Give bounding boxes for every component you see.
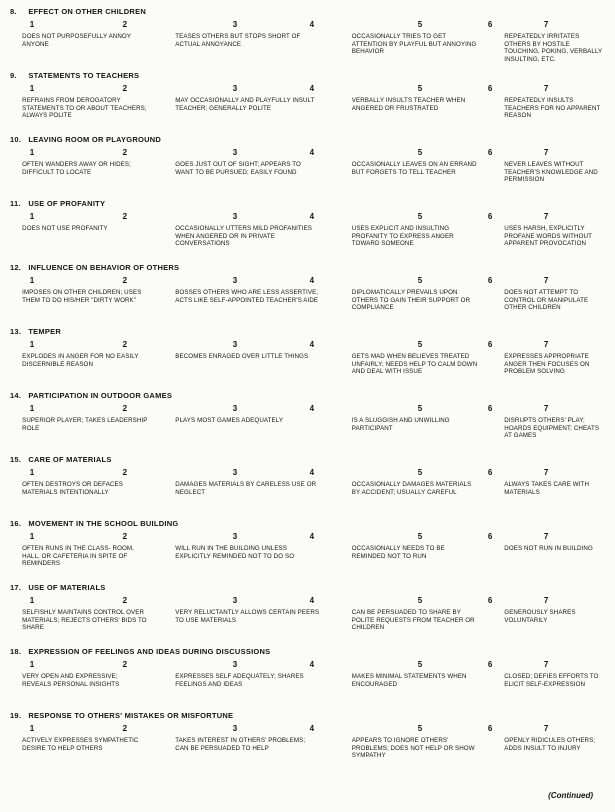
anchor-description: BECOMES ENRAGED OVER LITTLE THINGS bbox=[175, 353, 309, 360]
scale-number: 4 bbox=[309, 404, 315, 413]
anchor-description: GOES JUST OUT OF SIGHT; APPEARS TO WANT TO BE PURSUED; EASILY FOUND bbox=[175, 161, 301, 176]
anchor-description: MAY OCCASIONALLY AND PLAYFULLY INSULT TEACHER; GENERALLY POLITE bbox=[175, 97, 315, 112]
item-title: INFLUENCE ON BEHAVIOR OF OTHERS bbox=[26, 263, 180, 272]
scale-number: 2 bbox=[122, 660, 128, 669]
scale-number-row bbox=[0, 532, 615, 544]
scale-number-row bbox=[0, 724, 615, 736]
scale-number: 2 bbox=[122, 596, 128, 605]
scale-number: 5 bbox=[417, 468, 423, 477]
anchor-description: NEVER LEAVES WITHOUT TEACHER'S KNOWLEDGE AND PERMISSION bbox=[504, 161, 598, 184]
anchor-description: EXPRESSES SELF ADEQUATELY; SHARES FEELINGS AND IDEAS bbox=[175, 673, 304, 688]
scale-number: 1 bbox=[29, 276, 35, 285]
item-number: 13. bbox=[10, 327, 22, 336]
scale-number: 1 bbox=[29, 724, 35, 733]
scale-number: 1 bbox=[29, 148, 35, 157]
anchor-description-row bbox=[0, 160, 615, 192]
anchor-description: DOES NOT RUN IN BUILDING bbox=[504, 545, 593, 552]
scale-number: 7 bbox=[543, 468, 549, 477]
scale-number: 4 bbox=[309, 724, 315, 733]
scale-number: 5 bbox=[417, 596, 423, 605]
item-number: 19. bbox=[10, 711, 22, 720]
scale-number: 5 bbox=[417, 340, 423, 349]
scale-number: 7 bbox=[543, 660, 549, 669]
rating-item bbox=[0, 519, 615, 576]
scale-number-row bbox=[0, 468, 615, 480]
anchor-description: TAKES INTEREST IN OTHERS' PROBLEMS; CAN BE PERSUADED TO HELP bbox=[175, 737, 306, 752]
scale-number: 7 bbox=[543, 20, 549, 29]
item-number: 18. bbox=[10, 647, 22, 656]
scale-number: 1 bbox=[29, 212, 35, 221]
scale-number: 1 bbox=[29, 404, 35, 413]
scale-number-row bbox=[0, 276, 615, 288]
item-number: 8. bbox=[10, 7, 17, 16]
scale-number-row bbox=[0, 84, 615, 96]
item-number: 11. bbox=[10, 199, 21, 208]
scale-number: 4 bbox=[309, 212, 315, 221]
scale-number: 5 bbox=[417, 212, 423, 221]
scale-number: 5 bbox=[417, 724, 423, 733]
scale-number: 2 bbox=[122, 148, 128, 157]
scale-number: 3 bbox=[232, 212, 238, 221]
anchor-description: SELFISHLY MAINTAINS CONTROL OVER MATERIALS; REJECTS OTHERS' BIDS TO SHARE bbox=[22, 609, 147, 632]
anchor-description: IS A SLUGGISH AND UNWILLING PARTICIPANT bbox=[351, 417, 450, 432]
item-title: CARE OF MATERIALS bbox=[26, 455, 112, 464]
item-title: LEAVING ROOM OR PLAYGROUND bbox=[26, 135, 162, 144]
anchor-description-row bbox=[0, 672, 615, 704]
scale-number: 7 bbox=[543, 340, 549, 349]
scale-number: 3 bbox=[232, 404, 238, 413]
anchor-description: IMPOSES ON OTHER CHILDREN; USES THEM TO DO HIS/HER "DIRTY WORK" bbox=[22, 289, 142, 304]
scale-number: 7 bbox=[543, 724, 549, 733]
item-header bbox=[0, 519, 615, 528]
anchor-description: APPEARS TO IGNORE OTHERS' PROBLEMS; DOES NOT HELP OR SHOW SYMPATHY bbox=[351, 737, 475, 760]
scale-number: 6 bbox=[487, 148, 493, 157]
anchor-description-row bbox=[0, 288, 615, 320]
anchor-description: OFTEN DESTROYS OR DEFACES MATERIALS INTENTIONALLY bbox=[22, 481, 123, 496]
scale-number-row bbox=[0, 660, 615, 672]
scale-number: 3 bbox=[232, 724, 238, 733]
anchor-description-row bbox=[0, 736, 615, 768]
anchor-description: SUPERIOR PLAYER; TAKES LEADERSHIP ROLE bbox=[22, 417, 148, 432]
item-number: 17. bbox=[10, 583, 22, 592]
scale-number: 7 bbox=[543, 212, 549, 221]
scale-number: 6 bbox=[487, 660, 493, 669]
scale-number: 6 bbox=[487, 340, 493, 349]
item-title: USE OF PROFANITY bbox=[26, 199, 106, 208]
anchor-description: EXPRESSES APPROPRIATE ANGER THEN FOCUSES ON PROBLEM SOLVING bbox=[504, 353, 590, 376]
scale-number: 1 bbox=[29, 596, 35, 605]
scale-number: 3 bbox=[232, 660, 238, 669]
item-header bbox=[0, 71, 615, 80]
anchor-description: OCCASIONALLY TRIES TO GET ATTENTION BY PLAYFUL BUT ANNOYING BEHAVIOR bbox=[351, 33, 477, 56]
item-title: MOVEMENT IN THE SCHOOL BUILDING bbox=[26, 519, 179, 528]
anchor-description: BOSSES OTHERS WHO ARE LESS ASSERTIVE; ACTS LIKE SELF-APPOINTED TEACHER'S AIDE bbox=[175, 289, 319, 304]
anchor-description: USES HARSH, EXPLICITLY PROFANE WORDS WITHOUT APPARENT PROVOCATION bbox=[504, 225, 592, 248]
anchor-description: OCCASIONALLY LEAVES ON AN ERRAND BUT FORGETS TO TELL TEACHER bbox=[351, 161, 477, 176]
anchor-description-row bbox=[0, 352, 615, 384]
scale-number: 4 bbox=[309, 340, 315, 349]
scale-number: 3 bbox=[232, 148, 238, 157]
anchor-description: GENEROUSLY SHARES VOLUNTARILY bbox=[504, 609, 576, 624]
anchor-description: OPENLY RIDICULES OTHERS; ADDS INSULT TO INJURY bbox=[504, 737, 596, 752]
item-number: 9. bbox=[10, 71, 17, 80]
scale-number: 7 bbox=[543, 276, 549, 285]
scale-number: 6 bbox=[487, 84, 493, 93]
item-header bbox=[0, 135, 615, 144]
anchor-description: EXPLODES IN ANGER FOR NO EASILY DISCERNIBLE REASON bbox=[22, 353, 139, 368]
anchor-description: DISRUPTS OTHERS' PLAY; HOARDS EQUIPMENT; CHEATS AT GAMES bbox=[504, 417, 600, 440]
scale-number: 2 bbox=[122, 724, 128, 733]
scale-number: 6 bbox=[487, 404, 493, 413]
scale-number: 3 bbox=[232, 532, 238, 541]
anchor-description: ALWAYS TAKES CARE WITH MATERIALS bbox=[504, 481, 590, 496]
anchor-description: OFTEN RUNS IN THE CLASS- ROOM, HALL, OR CAFETERIA IN SPITE OF REMINDERS bbox=[22, 545, 134, 568]
anchor-description-row bbox=[0, 480, 615, 512]
item-header bbox=[0, 455, 615, 464]
scale-number: 2 bbox=[122, 212, 128, 221]
item-title: TEMPER bbox=[26, 327, 62, 336]
scale-number: 2 bbox=[122, 404, 128, 413]
rating-item bbox=[0, 455, 615, 512]
scale-number: 2 bbox=[122, 20, 128, 29]
anchor-description-row bbox=[0, 608, 615, 640]
scale-number: 1 bbox=[29, 84, 35, 93]
scale-number-row bbox=[0, 148, 615, 160]
scale-number: 1 bbox=[29, 20, 35, 29]
item-header bbox=[0, 199, 615, 208]
anchor-description: TEASES OTHERS BUT STOPS SHORT OF ACTUAL ANNOYANCE bbox=[175, 33, 301, 48]
rating-item bbox=[0, 71, 615, 128]
scale-number: 3 bbox=[232, 468, 238, 477]
scale-number: 1 bbox=[29, 660, 35, 669]
scale-number: 3 bbox=[232, 596, 238, 605]
scale-number: 4 bbox=[309, 148, 315, 157]
continued-label: (Continued) bbox=[548, 791, 593, 800]
rating-item bbox=[0, 647, 615, 704]
scale-number: 5 bbox=[417, 276, 423, 285]
item-title: EXPRESSION OF FEELINGS AND IDEAS DURING DISCUSSIONS bbox=[26, 647, 271, 656]
rating-item bbox=[0, 327, 615, 384]
scale-number-row bbox=[0, 404, 615, 416]
rating-item bbox=[0, 583, 615, 640]
anchor-description-row bbox=[0, 544, 615, 576]
item-header bbox=[0, 263, 615, 272]
scale-number: 4 bbox=[309, 660, 315, 669]
item-number: 14. bbox=[10, 391, 22, 400]
anchor-description: DIPLOMATICALLY PREVAILS UPON OTHERS TO GAIN THEIR SUPPORT OR COMPLIANCE bbox=[351, 289, 471, 312]
item-title: RESPONSE TO OTHERS' MISTAKES OR MISFORTUNE bbox=[26, 711, 234, 720]
scale-number: 6 bbox=[487, 596, 493, 605]
anchor-description: OCCASIONALLY UTTERS MILD PROFANITIES WHEN ANGERED OR IN PRIVATE CONVERSATIONS bbox=[175, 225, 313, 248]
scale-number: 5 bbox=[417, 84, 423, 93]
scale-number: 7 bbox=[543, 404, 549, 413]
scale-number-row bbox=[0, 596, 615, 608]
rating-item bbox=[0, 7, 615, 64]
anchor-description: USES EXPLICIT AND INSULTING PROFANITY TO EXPRESS ANGER TOWARD SOMEONE bbox=[351, 225, 454, 248]
anchor-description: DOES NOT ATTEMPT TO CONTROL OR MANIPULATE OTHER CHILDREN bbox=[504, 289, 589, 312]
scale-number: 7 bbox=[543, 532, 549, 541]
anchor-description: OFTEN WANDERS AWAY OR HIDES; DIFFICULT TO LOCATE bbox=[22, 161, 131, 176]
anchor-description: OCCASIONALLY NEEDS TO BE REMINDED NOT TO RUN bbox=[351, 545, 445, 560]
scale-number-row bbox=[0, 20, 615, 32]
scale-number: 6 bbox=[487, 532, 493, 541]
rating-item bbox=[0, 263, 615, 320]
scale-number: 5 bbox=[417, 20, 423, 29]
scale-number: 3 bbox=[232, 276, 238, 285]
item-header bbox=[0, 583, 615, 592]
anchor-description: VERY RELUCTANTLY ALLOWS CERTAIN PEERS TO USE MATERIALS bbox=[175, 609, 320, 624]
scale-number: 7 bbox=[543, 148, 549, 157]
scale-number: 1 bbox=[29, 468, 35, 477]
scale-number: 7 bbox=[543, 596, 549, 605]
anchor-description: REPEATEDLY INSULTS TEACHERS FOR NO APPARENT REASON bbox=[504, 97, 601, 120]
anchor-description: VERBALLY INSULTS TEACHER WHEN ANGERED OR FRUSTRATED bbox=[351, 97, 466, 112]
anchor-description: VERY OPEN AND EXPRESSIVE; REVEALS PERSONAL INSIGHTS bbox=[22, 673, 120, 688]
scale-number: 5 bbox=[417, 404, 423, 413]
item-number: 10. bbox=[10, 135, 22, 144]
scale-number: 4 bbox=[309, 84, 315, 93]
scale-number: 3 bbox=[232, 20, 238, 29]
rating-item bbox=[0, 711, 615, 768]
anchor-description-row bbox=[0, 224, 615, 256]
scale-number: 3 bbox=[232, 340, 238, 349]
item-number: 16. bbox=[10, 519, 22, 528]
scale-number-row bbox=[0, 212, 615, 224]
anchor-description: REFRAINS FROM DEROGATORY STATEMENTS TO OR ABOUT TEACHERS; ALWAYS POLITE bbox=[22, 97, 147, 120]
anchor-description-row bbox=[0, 32, 615, 64]
scale-number: 2 bbox=[122, 340, 128, 349]
anchor-description: OCCASIONALLY DAMAGES MATERIALS BY ACCIDENT; USUALLY CAREFUL bbox=[351, 481, 472, 496]
scale-number: 3 bbox=[232, 84, 238, 93]
anchor-description: PLAYS MOST GAMES ADEQUATELY bbox=[175, 417, 284, 424]
rating-item bbox=[0, 135, 615, 192]
scale-number: 5 bbox=[417, 660, 423, 669]
scale-number: 4 bbox=[309, 532, 315, 541]
scale-number-row bbox=[0, 340, 615, 352]
scale-number: 2 bbox=[122, 468, 128, 477]
item-header bbox=[0, 327, 615, 336]
scale-number: 6 bbox=[487, 724, 493, 733]
anchor-description: MAKES MINIMAL STATEMENTS WHEN ENCOURAGED bbox=[351, 673, 467, 688]
scale-number: 4 bbox=[309, 20, 315, 29]
rating-items-list bbox=[0, 7, 615, 768]
rating-item bbox=[0, 391, 615, 448]
anchor-description: CAN BE PERSUADED TO SHARE BY POLITE REQUESTS FROM TEACHER OR CHILDREN bbox=[351, 609, 475, 632]
scale-number: 6 bbox=[487, 276, 493, 285]
anchor-description: DAMAGES MATERIALS BY CARELESS USE OR NEGLECT bbox=[175, 481, 317, 496]
anchor-description: GETS MAD WHEN BELIEVES TREATED UNFAIRLY; NEEDS HELP TO CALM DOWN AND DEAL WITH ISSUE bbox=[351, 353, 478, 376]
anchor-description: REPEATEDLY IRRITATES OTHERS BY HOSTILE TOUCHING, POKING, VERBALLY INSULTING, ETC. bbox=[504, 33, 603, 63]
item-title: USE OF MATERIALS bbox=[26, 583, 106, 592]
anchor-description: DOES NOT PURPOSEFULLY ANNOY ANYONE bbox=[22, 33, 131, 48]
scale-number: 2 bbox=[122, 84, 128, 93]
item-title: EFFECT ON OTHER CHILDREN bbox=[26, 7, 146, 16]
anchor-description: DOES NOT USE PROFANITY bbox=[22, 225, 108, 232]
item-title: STATEMENTS TO TEACHERS bbox=[26, 71, 140, 80]
scale-number: 5 bbox=[417, 148, 423, 157]
anchor-description: ACTIVELY EXPRESSES SYMPATHETIC DESIRE TO HELP OTHERS bbox=[22, 737, 139, 752]
scale-number: 1 bbox=[29, 340, 35, 349]
anchor-description: WILL RUN IN THE BUILDING UNLESS EXPLICITLY REMINDED NOT TO DO SO bbox=[175, 545, 295, 560]
scale-number: 2 bbox=[122, 276, 128, 285]
scale-number: 2 bbox=[122, 532, 128, 541]
scale-number: 6 bbox=[487, 468, 493, 477]
anchor-description: CLOSED; DEFIES EFFORTS TO ELICIT SELF-EXPRESSION bbox=[504, 673, 599, 688]
item-number: 15. bbox=[10, 455, 22, 464]
scale-number: 4 bbox=[309, 276, 315, 285]
scale-number: 1 bbox=[29, 532, 35, 541]
item-number: 12. bbox=[10, 263, 22, 272]
item-header bbox=[0, 391, 615, 400]
scale-number: 4 bbox=[309, 596, 315, 605]
anchor-description-row bbox=[0, 416, 615, 448]
item-header bbox=[0, 647, 615, 656]
scale-number: 7 bbox=[543, 84, 549, 93]
scale-number: 5 bbox=[417, 532, 423, 541]
anchor-description-row bbox=[0, 96, 615, 128]
item-title: PARTICIPATION IN OUTDOOR GAMES bbox=[26, 391, 173, 400]
scale-number: 4 bbox=[309, 468, 315, 477]
rating-item bbox=[0, 199, 615, 256]
item-header bbox=[0, 711, 615, 720]
scale-number: 6 bbox=[487, 20, 493, 29]
scale-number: 6 bbox=[487, 212, 493, 221]
item-header bbox=[0, 7, 615, 16]
